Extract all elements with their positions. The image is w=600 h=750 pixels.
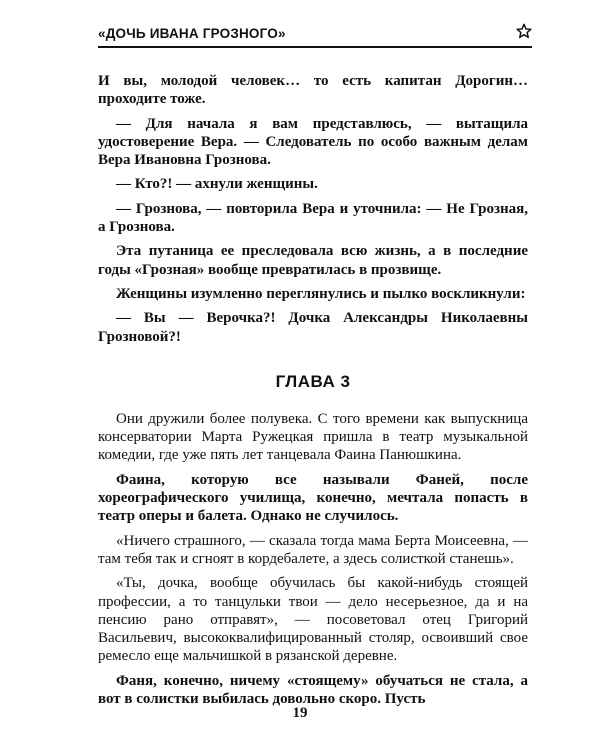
page-number: 19 (292, 705, 308, 721)
paragraph: Эта путаница ее преследовала всю жизнь, а в последние годы «Грозная» вообще превратилась в прозвище. (98, 243, 528, 278)
paragraph: «Ничего страшного, — сказала тогда мама Берта Моисеевна, — там тебя так и сгноят в кордебалете, а здесь солисткой станешь». (98, 532, 528, 567)
paragraph: — Грознова, — повторила Вера и уточнила: — Не Грозная, а Грознова. (98, 200, 528, 236)
page-header (98, 20, 532, 48)
paragraph: — Кто?! — ахнули женщины. (116, 176, 318, 193)
paragraph: — Вы — Верочка?! Дочка Александры Николаевны Грозновой?! (98, 310, 528, 345)
paragraph: И вы, молодой человек… то есть капитан Дорогин… проходите тоже. (98, 73, 528, 108)
chapter-title: ГЛАВА 3 (275, 371, 351, 391)
paragraph: — Для начала я вам представлюсь, — вытащила удостоверение Вера. — Следователь по особо важным делам Вера Ивановна Грознова. (98, 115, 528, 169)
paragraph: Они дружили более полувека. С того времени как выпускница консерватории Марта Ружецкая пришла в театр музыкальной комедии, где уже пять лет танцевала Фаина Панюшкина. (98, 410, 528, 464)
paragraph: Фаина, которую все называли Фаней, после хореографического училища, конечно, мечтала попасть в театр оперы и балета. Однако не случилось. (98, 471, 528, 525)
paragraph: Фаня, конечно, ничему «стоящему» обучаться не стала, а вот в солистки выбилась довольно скоро. Пусть (98, 672, 528, 708)
paragraph: «Ты, дочка, вообще обучилась бы какой-нибудь стоящей профессии, а то танцульки твои — дело несерьезное, да и на пенсию рано отправят», — посоветовал отец Григорий Васильевич, высококвалифицированный столяр, освоивший свое ремесло еще мальчишкой в рязанской деревне. (98, 575, 528, 665)
running-title: «ДОЧЬ ИВАНА ГРОЗНОГО» (98, 25, 286, 41)
paragraph: Женщины изумленно переглянулись и пылко воскликнули: (116, 285, 526, 302)
page-text (98, 72, 528, 708)
star-outline-icon (516, 23, 532, 39)
